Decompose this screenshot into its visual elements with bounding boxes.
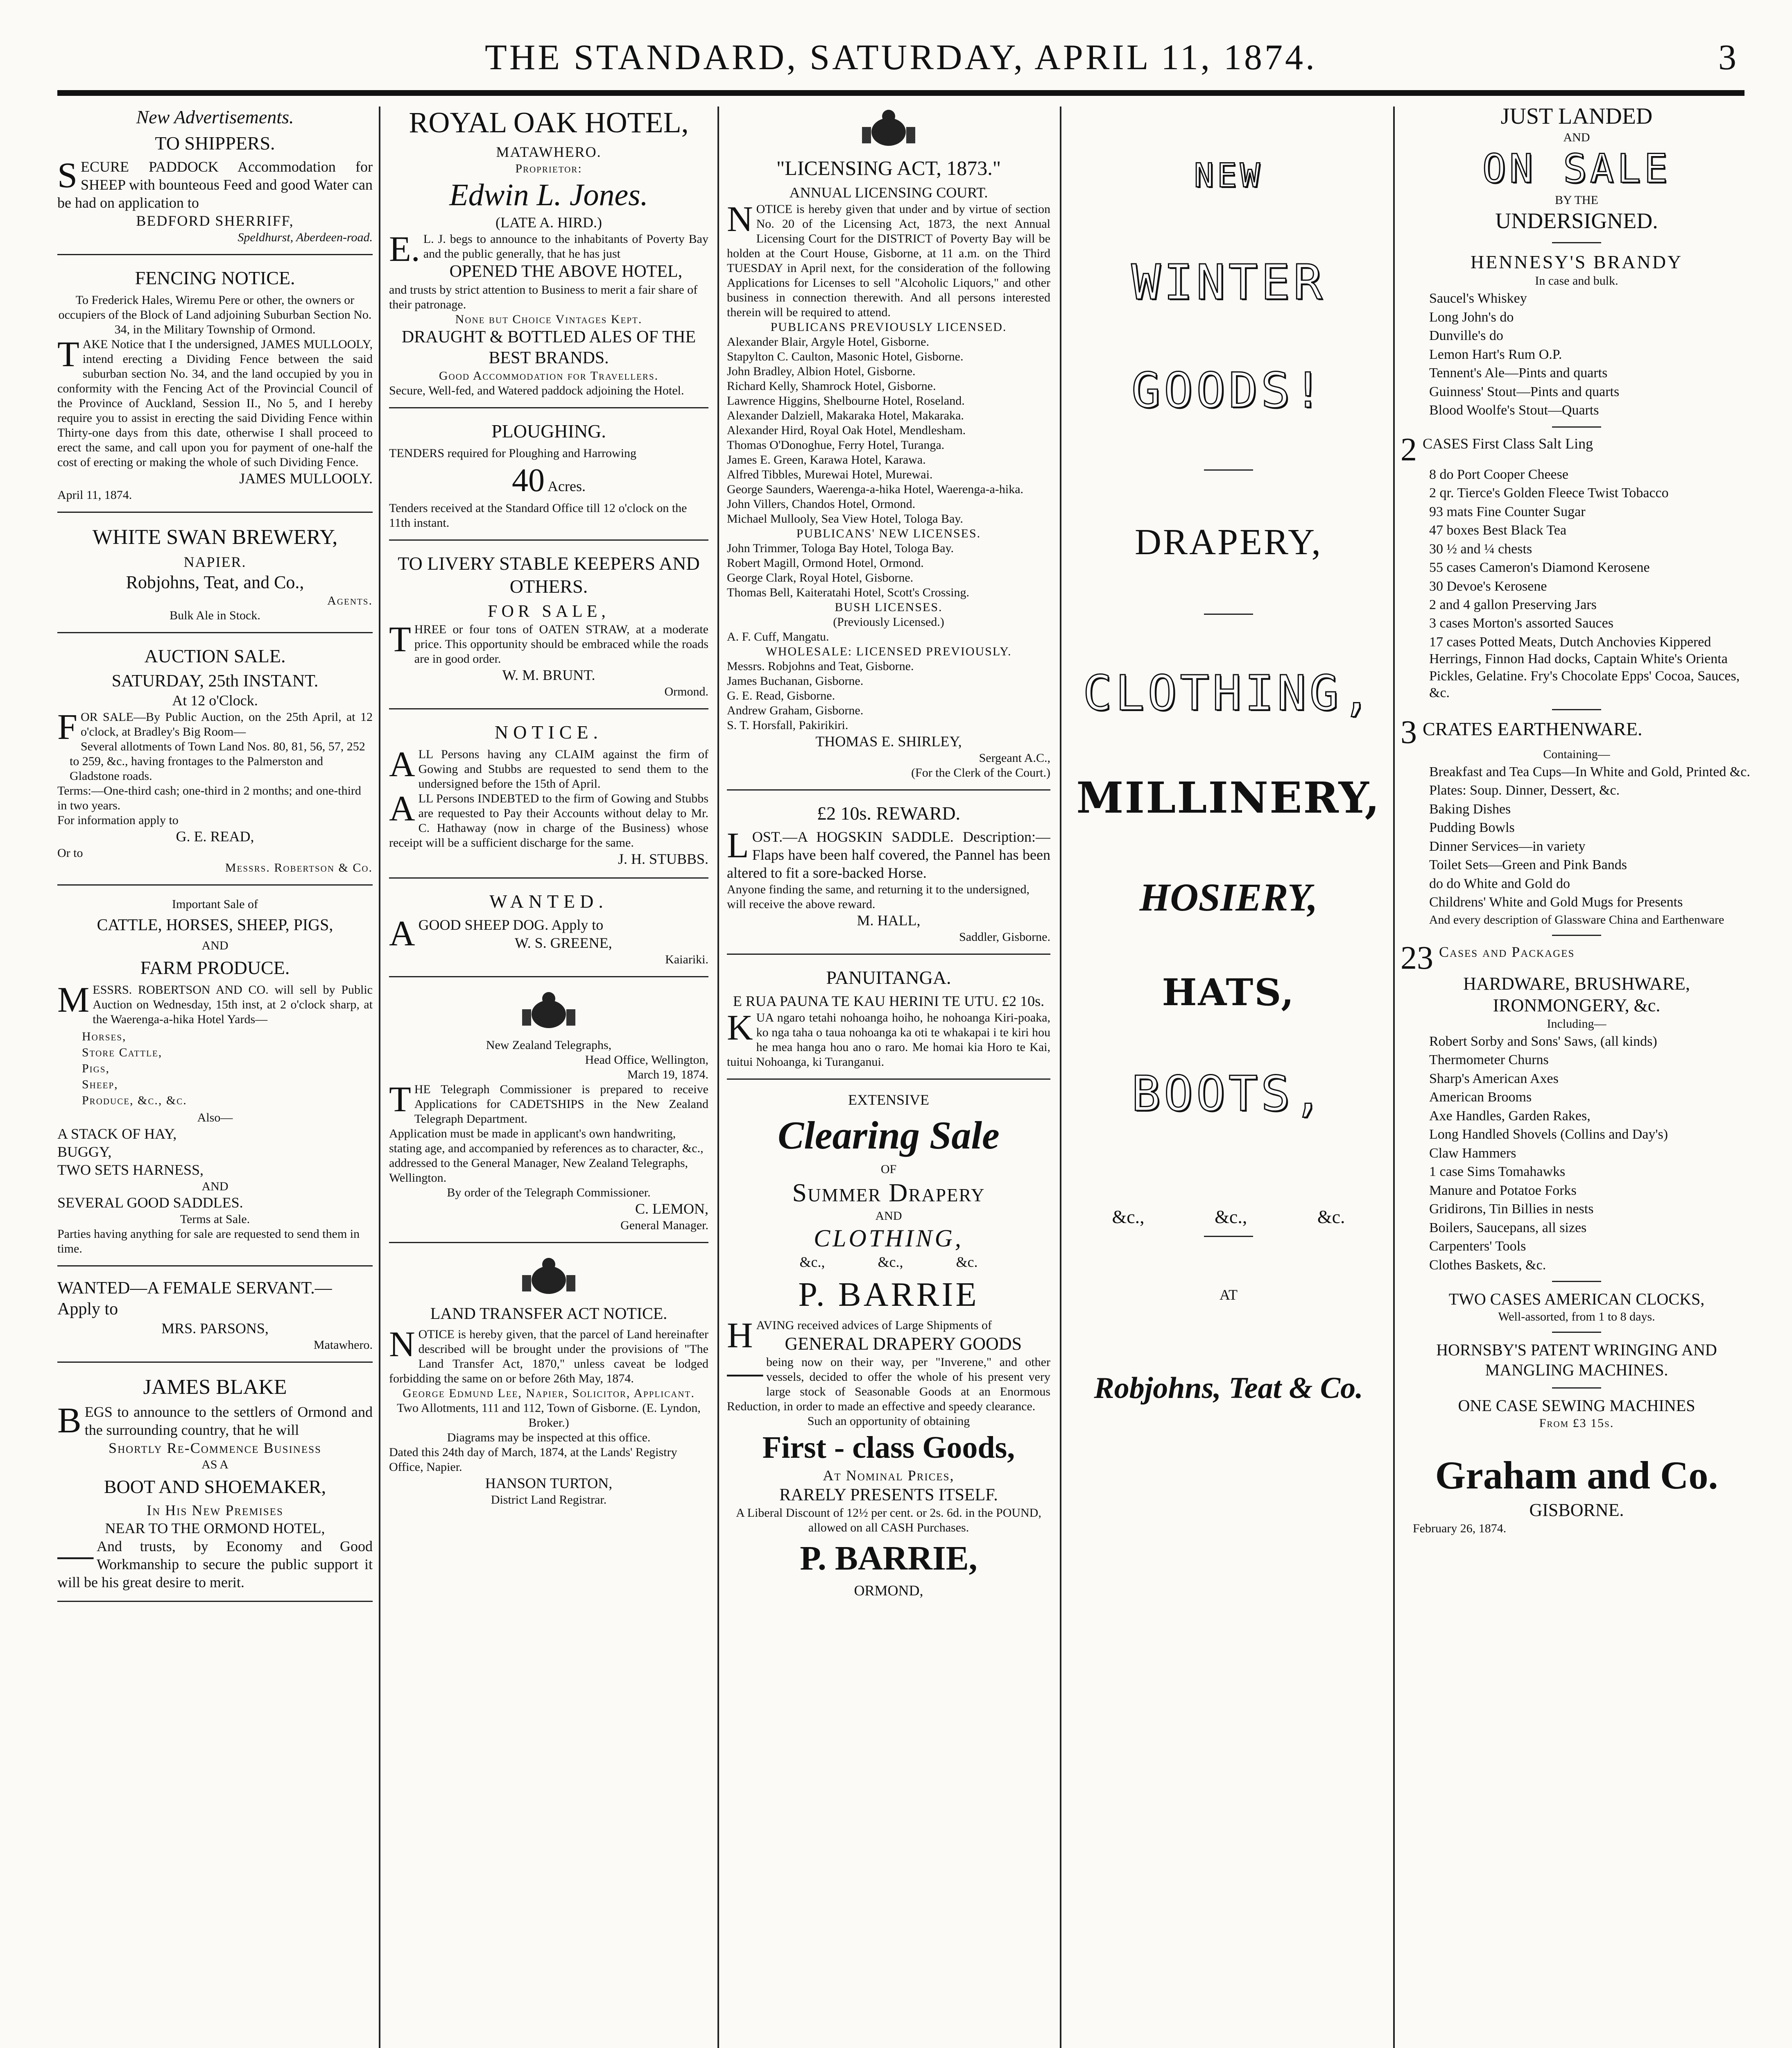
column-2 [389, 102, 708, 2048]
divider [1204, 614, 1253, 615]
ad-clothing: CLOTHING, [1083, 665, 1374, 722]
ad-tail: —And trusts, by Economy and Good Workmanship to secure the public support it will be his great desire to merit. [57, 1535, 373, 1590]
ad-prop: Proprietor: [515, 161, 582, 175]
list-item: Robert Sorby and Sons' Saws, (all kinds) [1429, 1033, 1657, 1049]
ad-name: Edwin L. Jones. [449, 177, 648, 212]
ad-body2: —being now on their way, per "Inverene," and other vessels, decided to offer the whole of his present very large stock of Seasonable Goods at an Enormous Reduction, in order to made an effective and speedy clearance. [727, 1352, 1050, 1413]
ad-diag: Diagrams may be inspected at this office. [447, 1430, 651, 1444]
ad-draught: DRAUGHT & BOTTLED ALES OF THE BEST BRANDS. [401, 327, 696, 367]
list-item: George Clark, Royal Hotel, Gisborne. [727, 571, 914, 584]
masthead [57, 33, 1744, 96]
ad-name: P. BARRIE [798, 1275, 979, 1314]
ad-reward [727, 802, 1050, 955]
ad-date: April 11, 1874. [57, 488, 132, 502]
list-item: 8 do Port Cooper Cheese [1429, 467, 1568, 482]
ad-date: SATURDAY, 25th INSTANT. [111, 671, 319, 691]
ad-body2: ALL Persons INDEBTED to the firm of Gowing and Stubbs are requested to Pay their Accounts without delay to Mr. C. Hathaway (now in charge of the Business) whose receipt will be a sufficient discharge for the same. [389, 789, 708, 850]
ad-body: KUA ngaro tetahi nohoanga hoiho, he nohoanga Kiri-poaka, ko nga taha o taua nohoanga ka oti te whakapai i te kiri hou he mea hanga hou ano o raro. Me homai kia Horo te Kai, tuitui Nohoanga, ki Turanganui. [727, 1008, 1050, 1069]
ad-name: THOMAS E. SHIRLEY, [815, 733, 962, 750]
list-item: Lawrence Higgins, Shelbourne Hotel, Roseland. [727, 394, 965, 408]
group-count: 2 [1401, 435, 1417, 464]
list-item: A STACK OF HAY, [57, 1125, 177, 1142]
ad-name: W. S. GREENE, [514, 935, 612, 952]
group-title: Cases and Packages [1439, 943, 1575, 960]
ad-clearing-sale [727, 1091, 1050, 1600]
ad-role: Saddler, Gisborne. [959, 930, 1050, 944]
licence-list [727, 335, 1050, 526]
list-item: Long John's do [1429, 309, 1514, 325]
list-item: TWO SETS HARNESS, [57, 1161, 204, 1178]
ad-for: (For the Clerk of the Court.) [911, 766, 1050, 779]
list-item: American Brooms [1429, 1090, 1532, 1105]
list-item: Alexander Dalziell, Makaraka Hotel, Makaraka. [727, 408, 964, 422]
ad-name: HANSON TURTON, [485, 1475, 613, 1491]
ad-place: Matawhero. [313, 1338, 373, 1352]
ad-hats: HATS, [1162, 971, 1295, 1015]
column-rule [1393, 106, 1395, 2048]
ad-title: WANTED. [489, 891, 608, 912]
list-item: John Trimmer, Tologa Bay Hotel, Tologa Bay. [727, 541, 954, 555]
wringing-title: HORNSBY'S PATENT WRINGING AND MANGLING MACHINES. [1436, 1340, 1717, 1379]
list-item: Sharp's American Axes [1429, 1071, 1559, 1086]
ad-title: AUCTION SALE. [144, 645, 286, 666]
ad-and: AND [875, 1209, 902, 1223]
ad-pre: Important Sale of [172, 897, 258, 911]
list-item: John Villers, Chandos Hotel, Ormond. [727, 497, 916, 511]
ad-and: AND [1563, 131, 1590, 145]
section-title: New Advertisements. [136, 106, 294, 127]
column-rule [379, 106, 380, 2048]
ad-body: TAKE Notice that I the undersigned, JAMES MULLOOLY, intend erecting a Dividing Fence between the said suburban section No. 34, and the land occupied by you in conformity with the Fencing Act of the Provincial Council of the Province of Auckland, Session II., No 5, and I hereby require you to assist in erecting the said Dividing Fence within Thirty-one days from this date, otherwise I shall proceed to erect the same, and call upon you for payment of one-half the cost of erecting or making the whole of such Dividing Fence. [57, 334, 373, 469]
earthenware-list [1401, 763, 1753, 911]
ad-millinery: MILLINERY, [1076, 773, 1381, 823]
ad-of: OF [880, 1162, 897, 1176]
brandy-title: HENNESY'S BRANDY [1470, 251, 1683, 273]
ad-and: AND [201, 1179, 229, 1193]
ad-drapery: DRAPERY, [1134, 521, 1322, 562]
ad-line: Shortly Re-Commence Business [109, 1440, 321, 1457]
ad-dated: Dated this 24th day of March, 1874, at the Lands' Registry Office, Napier. [389, 1445, 677, 1474]
list-item: 30 Devoe's Kerosene [1429, 578, 1547, 594]
list-item: Toilet Sets—Green and Pink Bands [1429, 857, 1627, 873]
etc: &c. [956, 1253, 978, 1270]
ad-list [82, 1029, 373, 1108]
ad-notice-stubbs [389, 721, 708, 879]
list-item: Gridirons, Tin Billies in nests [1429, 1201, 1594, 1217]
ad-name: MRS. PARSONS, [161, 1320, 269, 1337]
licence-list [727, 541, 1050, 600]
list-item: Dinner Services—in variety [1429, 838, 1586, 854]
divider [1552, 242, 1601, 243]
sewing-price: From £3 15s. [1539, 1416, 1614, 1430]
ad-title: PLOUGHING. [491, 421, 606, 442]
ad-info: For information apply to [57, 813, 179, 827]
column-rule [1060, 106, 1061, 2048]
ad-body: THREE or four tons of OATEN STRAW, at a moderate price. This opportunity should be embraced while the roads are in good order. [389, 620, 708, 666]
ad-name: BEDFORD SHERRIFF, [136, 212, 294, 229]
ad-livery [389, 552, 708, 709]
list-item: Lemon Hart's Rum O.P. [1429, 347, 1562, 362]
ad-lots: Two Allotments, 111 and 112, Town of Gisborne. (E. Lyndon, Broker.) [397, 1401, 701, 1430]
list-item: 2 and 4 gallon Preserving Jars [1429, 597, 1597, 612]
ad-note: Bulk Ale in Stock. [170, 608, 260, 622]
ad-near: NEAR TO THE ORMOND HOTEL, [105, 1520, 325, 1537]
ad-body: NOTICE is hereby given, that the parcel of Land hereinafter described will be brought under the provisions of "The Land Transfer Act, 1870," unless caveat be lodged forbidding the same on or before 26th May, 1874. [389, 1324, 708, 1385]
ad-title: PANUITANGA. [826, 967, 951, 988]
ad-wanted-dog [389, 890, 708, 977]
ad-body: MESSRS. ROBERTSON AND CO. will sell by Public Auction on Wednesday, 15th inst, at 2 o'clock sharp, at the Waerenga-a-hika Hotel Yards— [57, 980, 373, 1026]
list-item: SEVERAL GOOD SADDLES. [57, 1194, 243, 1211]
list-item: Tennent's Ale—Pints and quarts [1429, 365, 1608, 381]
ad-rarely: RARELY PRESENTS ITSELF. [779, 1485, 998, 1504]
group-sub: HARDWARE, BRUSHWARE, IRONMONGERY, &c. [1463, 973, 1690, 1016]
list-item: Baking Dishes [1429, 801, 1511, 817]
ad-at: AT [1220, 1287, 1238, 1303]
ad-body: SECURE PADDOCK Accommodation for SHEEP with bounteous Feed and good Water can be had on application to [57, 156, 373, 211]
etc: &c., [1215, 1206, 1247, 1227]
ad-agent: Messrs. Robertson & Co. [225, 861, 373, 875]
spirits-list [1401, 290, 1753, 419]
ad-body: FOR SALE—By Public Auction, on the 25th April, at 12 o'clock, at Bradley's Big Room— [57, 707, 373, 748]
ad-title: JAMES BLAKE [143, 1375, 287, 1399]
divider [1552, 426, 1601, 428]
divider [1552, 1281, 1601, 1282]
ad-section: BUSH LICENSES. [835, 600, 943, 614]
list-item: Robert Magill, Ormond Hotel, Ormond. [727, 556, 924, 570]
group-count: 23 [1401, 943, 1433, 973]
list-item: James E. Green, Karawa Hotel, Karawa. [727, 453, 926, 467]
ad-land-transfer [389, 1255, 708, 1507]
ad-wanted-servant [57, 1278, 373, 1363]
ad-late: (LATE A. HIRD.) [496, 214, 602, 231]
list-item: Carpenters' Tools [1429, 1239, 1526, 1254]
ad-prices: At Nominal Prices, [823, 1467, 955, 1484]
ad-date: February 26, 1874. [1413, 1521, 1507, 1535]
ad-name: C. LEMON, [635, 1201, 708, 1217]
ad-shippers [57, 132, 373, 255]
ad-summer: Summer Drapery [792, 1178, 985, 1207]
etc: &c., [1112, 1206, 1145, 1227]
ad-body2: Tenders received at the Standard Office till 12 o'clock on the 11th instant. [389, 501, 687, 530]
ad-title: FARM PRODUCE. [140, 957, 290, 978]
list-item: Produce, &c., &c. [82, 1093, 187, 1107]
ad-terms: Terms at Sale. [180, 1212, 250, 1226]
ad-time: At 12 o'Clock. [172, 692, 258, 709]
ad-name: M. HALL, [857, 912, 921, 929]
list-item: 30 ½ and ¼ chests [1429, 541, 1532, 557]
ad-place: ORMOND, [854, 1582, 923, 1599]
list-item: Saucel's Whiskey [1429, 291, 1527, 306]
divider [1204, 469, 1253, 471]
etc: &c., [799, 1253, 825, 1270]
list-item: Andrew Graham, Gisborne. [727, 703, 864, 717]
list-item: 55 cases Cameron's Diamond Kerosene [1429, 560, 1650, 575]
group-contains: Containing— [1543, 747, 1610, 761]
group-title: CASES First Class Salt Ling [1423, 435, 1593, 452]
list-item: Thermometer Churns [1429, 1052, 1549, 1068]
ad-title: FENCING NOTICE. [135, 267, 295, 288]
ad-place: Ormond. [664, 685, 708, 699]
ad-body: LOST.—A HOGSKIN SADDLE. Description:—Flaps have been half covered, the Pannel has been altered to fit a sore-backed Horse. [727, 825, 1050, 881]
list-item: James Buchanan, Gisborne. [727, 674, 864, 688]
ad-vint: None but Choice Vintages Kept. [455, 312, 643, 326]
ad-agents: Agents. [327, 594, 373, 607]
column-3 [727, 102, 1050, 2048]
ad-auction [57, 645, 373, 886]
divider [1552, 1387, 1601, 1389]
ad-trade: BOOT AND SHOEMAKER, [104, 1476, 326, 1497]
ad-ploughing [389, 420, 708, 541]
list-item: Store Cattle, [82, 1045, 163, 1059]
ad-body2: and trusts by strict attention to Business to merit a fair share of their patronage. [389, 283, 698, 311]
list-item: Michael Mullooly, Sea View Hotel, Tologa Bay. [727, 512, 963, 526]
acres-number: 40 [512, 462, 545, 499]
ad-or: Or to [57, 846, 83, 860]
ad-title: £2 10s. REWARD. [817, 802, 961, 824]
ad-sale: FOR SALE, [488, 602, 610, 621]
list-item: Richard Kelly, Shamrock Hotel, Gisborne. [727, 379, 936, 393]
etc: &c., [878, 1253, 903, 1270]
group-title: CRATES EARTHENWARE. [1423, 718, 1643, 739]
page-number: 3 [1718, 38, 1736, 77]
ad-hosiery: HOSIERY, [1139, 875, 1318, 920]
ad-title: CATTLE, HORSES, SHEEP, PIGS, [97, 915, 333, 934]
etc: &c. [1317, 1206, 1345, 1227]
ad-by: BY THE [1555, 193, 1598, 207]
clocks-sub: Well-assorted, from 1 to 8 days. [1498, 1309, 1655, 1323]
column-4 [1069, 102, 1388, 2048]
ad-as: AS A [201, 1458, 229, 1472]
ad-place: Kaiariki. [665, 953, 708, 967]
ad-note: Parties having anything for sale are requested to send them in time. [57, 1227, 360, 1255]
ad-role: General Manager. [620, 1218, 708, 1232]
column-1 [57, 102, 373, 2048]
ad-title: ROYAL OAK HOTEL, [409, 106, 689, 139]
list-item: Childrens' White and Gold Mugs for Presents [1429, 895, 1683, 910]
ad-and: AND [201, 938, 229, 952]
ad-dept: New Zealand Telegraphs, [486, 1038, 612, 1052]
list-item: Clothes Baskets, &c. [1429, 1257, 1546, 1273]
ad-winter: WINTER [1131, 254, 1326, 310]
ad-place: MATAWHERO. [496, 143, 602, 160]
ad-title: LAND TRANSFER ACT NOTICE. [430, 1304, 667, 1323]
groceries-list [1401, 466, 1753, 702]
ad-title: TO SHIPPERS. [155, 133, 275, 154]
ad-address: Speldhurst, Aberdeen-road. [238, 230, 373, 244]
list-item: G. E. Read, Gisborne. [727, 689, 835, 702]
ad-discount: A Liberal Discount of 12½ per cent. or 2s. 6d. in the POUND, allowed on all CASH Purchases. [736, 1506, 1041, 1534]
ad-accom: Good Accommodation for Travellers. [439, 369, 659, 383]
ad-role: District Land Registrar. [491, 1493, 607, 1507]
list-item: Pudding Bowls [1429, 820, 1515, 836]
ad-name: P. BARRIE, [800, 1539, 977, 1577]
list-item: Breakfast and Tea Cups—In White and Gold, Printed &c. [1429, 764, 1750, 779]
list-item: do do White and Gold do [1429, 876, 1570, 891]
group-including: Including— [1547, 1017, 1606, 1031]
ad-place: GISBORNE. [1529, 1500, 1624, 1520]
divider [1552, 709, 1601, 710]
list-item: 1 case Sims Tomahawks [1429, 1164, 1566, 1180]
ad-body: BEGS to announce to the settlers of Ormond and the surrounding country, that he will [57, 1401, 373, 1441]
royal-crest-icon [514, 1255, 584, 1300]
list-item: Alexander Hird, Royal Oak Hotel, Mendlesham. [727, 423, 966, 437]
list-item: Horses, [82, 1029, 127, 1043]
column-rule [717, 106, 719, 2048]
ad-sub: ANNUAL LICENSING COURT. [789, 184, 988, 201]
list-item: 3 cases Morton's assorted Sauces [1429, 616, 1613, 631]
divider [1552, 1332, 1601, 1333]
ad-order: By order of the Telegraph Commissioner. [447, 1186, 651, 1200]
ad-body: ALL Persons having any CLAIM against the firm of Gowing and Stubbs are requested to send them to the undersigned before the 15th of April. [389, 745, 708, 791]
list-item: Sheep, [82, 1077, 118, 1091]
ad-also: Also— [197, 1110, 233, 1124]
list-item: Pigs, [82, 1061, 110, 1075]
ad-opp: Such an opportunity of obtaining [807, 1414, 970, 1428]
ad-section-note: (Previously Licensed.) [833, 615, 944, 629]
ad-title: "LICENSING ACT, 1873." [776, 156, 1001, 179]
ad-name: W. M. BRUNT. [502, 667, 595, 684]
ad-role: Sergeant A.C., [979, 751, 1050, 765]
list-item: John Bradley, Albion Hotel, Gisborne. [727, 364, 916, 378]
ad-lots: Several allotments of Town Land Nos. 80, 81, 56, 57, 252 to 259, &c., having frontages to the Palmerston and Gladstone roads. [70, 740, 365, 783]
ad-section: WHOLESALE: LICENSED PREVIOUSLY. [765, 644, 1012, 658]
acres-label: Acres. [548, 478, 586, 495]
list-item: Alfred Tibbles, Murewai Hotel, Murewai. [727, 467, 933, 481]
ad-title: TO LIVERY STABLE KEEPERS AND OTHERS. [398, 553, 700, 597]
ad-applicant: George Edmund Lee, Napier, Solicitor, Applicant. [403, 1386, 695, 1400]
ad-brewery [57, 524, 373, 633]
ad-licensing [727, 106, 1050, 791]
list-item: Thomas Bell, Kaiteratahi Hotel, Scott's Crossing. [727, 585, 969, 599]
list-item: Claw Hammers [1429, 1145, 1516, 1161]
ad-goods: GENERAL DRAPERY GOODS [785, 1334, 1022, 1354]
hardware-list [1401, 1033, 1753, 1273]
ad-sub: E RUA PAUNA TE KAU HERINI TE UTU. £2 10s. [733, 992, 1045, 1009]
ad-telegraph [389, 989, 708, 1243]
list-item: Dunville's do [1429, 328, 1503, 344]
ad-onsale: ON SALE [1482, 146, 1671, 192]
list-item: A. F. Cuff, Mangatu. [727, 630, 829, 643]
divider [1204, 1236, 1253, 1237]
clocks-title: TWO CASES AMERICAN CLOCKS, [1448, 1289, 1705, 1308]
list-item: 93 mats Fine Counter Sugar [1429, 504, 1586, 519]
ad-royal-oak [389, 105, 708, 408]
ad-pre: EXTENSIVE [848, 1091, 929, 1108]
list-item: 47 boxes Best Black Tea [1429, 523, 1567, 538]
list-item: 17 cases Potted Meats, Dutch Anchovies Kippered Herrings, Finnon Had docks, Captain White's Orienta Pickles, Gelatine. Fry's Chocolate Epps' Cocoa, Sauces, &c. [1429, 634, 1740, 701]
ad-firm: Graham and Co. [1435, 1453, 1718, 1497]
royal-crest-icon [854, 106, 923, 152]
ad-name: JAMES MULLOOLY. [239, 470, 373, 487]
list-item: George Saunders, Waerenga-a-hika Hotel, Waerenga-a-hika. [727, 482, 1024, 496]
ad-office: Head Office, Wellington, [585, 1053, 708, 1067]
group-count: 3 [1401, 717, 1417, 747]
list-item: BUGGY, [57, 1143, 112, 1160]
ad-clothing: CLOTHING, [814, 1224, 964, 1252]
list-item: Thomas O'Donoghue, Ferry Hotel, Turanga. [727, 438, 945, 452]
ad-paddock: Secure, Well-fed, and Watered paddock adjoining the Hotel. [389, 384, 684, 398]
ad-section: PUBLICANS' NEW LICENSES. [796, 526, 981, 540]
ad-body: TENDERS required for Ploughing and Harrowing [389, 446, 637, 460]
ad-body: NOTICE is hereby given that under and by virtue of section No. 20 of the Licensing Act, 1873, the next Annual Licensing Court for the DISTRICT of Poverty Bay will be holden at the Court House, Gisborne, at 11 a.m. on the Third TUESDAY in April next, for the consideration of the following Applications for Licenses to sell "Alcoholic Liquors," and other business in connection therewith. And all persons interested therein will be required to attend. [727, 199, 1050, 319]
ad-head: JUST LANDED [1500, 104, 1653, 129]
list-item: Guinness' Stout—Pints and quarts [1429, 384, 1620, 399]
ad-body: AGOOD SHEEP DOG. Apply to [389, 914, 604, 954]
royal-crest-icon [514, 989, 584, 1034]
ad-opened: OPENED THE ABOVE HOTEL, [449, 262, 683, 281]
ad-place: NAPIER. [183, 554, 247, 571]
ad-panuitanga [727, 966, 1050, 1080]
ad-cattle [57, 897, 373, 1266]
ad-body: THE Telegraph Commissioner is prepared to receive Applications for CADETSHIPS in the New Zealand Telegraph Department. [389, 1080, 708, 1126]
ad-name: J. H. STUBBS. [618, 851, 708, 868]
licence-list [727, 659, 1050, 733]
ad-body: HAVING received advices of Large Shipments of [727, 1316, 992, 1356]
ad-firm: Robjohns, Teat, and Co., [126, 572, 304, 593]
ad-title: WANTED—A FEMALE SERVANT.—Apply to [57, 1278, 332, 1319]
list-item: Stapylton C. Caulton, Masonic Hotel, Gisborne. [727, 349, 964, 363]
ad-section: PUBLICANS PREVIOUSLY LICENSED. [770, 320, 1007, 334]
ad-intro: To Frederick Hales, Wiremu Pere or other, the owners or occupiers of the Block of Land adjoining Suburban Section No. 34, in the Military Township of Ormond. [58, 293, 372, 336]
list-item: Messrs. Robjohns and Teat, Gisborne. [727, 659, 914, 673]
ad-boots: BOOTS, [1131, 1065, 1326, 1122]
list-item: 2 qr. Tierce's Golden Fleece Twist Tobacco [1429, 485, 1669, 501]
ad-date: March 19, 1874. [627, 1068, 708, 1082]
group-tail: And every description of Glassware China and Earthenware [1429, 913, 1724, 927]
sewing-title: ONE CASE SEWING MACHINES [1458, 1396, 1695, 1415]
column-5 [1401, 102, 1753, 2048]
ad-agent: G. E. READ, [176, 828, 254, 845]
ad-fencing [57, 267, 373, 513]
ad-blake [57, 1374, 373, 1602]
ad-body: E.L. J. begs to announce to the inhabitants of Poverty Bay and the public generally, that he has just [389, 229, 708, 270]
list-item: Plates: Soup. Dinner, Dessert, &c. [1429, 783, 1620, 798]
list-item: Axe Handles, Garden Rakes, [1429, 1108, 1591, 1124]
masthead-title: THE STANDARD, SATURDAY, APRIL 11, 1874. [485, 38, 1317, 77]
ad-firm: Robjohns, Teat & Co. [1094, 1371, 1363, 1405]
ad-premises: In His New Premises [147, 1502, 283, 1519]
list-item: Boilers, Saucepans, all sizes [1429, 1220, 1587, 1235]
brandy-bulk: In case and bulk. [1535, 274, 1618, 288]
ad-terms: Terms:—One-third cash; one-third in 2 months; and one-third in two years. [57, 784, 361, 813]
ad-body2: Anyone finding the same, and returning it to the undersigned, will receive the above reward. [727, 882, 1029, 911]
ad-title: Clearing Sale [778, 1113, 1000, 1158]
ad-title: WHITE SWAN BREWERY, [92, 525, 338, 549]
list-item: Blood Woolfe's Stout—Quarts [1429, 403, 1599, 418]
list-item: S. T. Horsfall, Pakirikiri. [727, 718, 848, 732]
ad-undersigned: UNDERSIGNED. [1495, 208, 1658, 233]
list-item: Alexander Blair, Argyle Hotel, Gisborne. [727, 335, 929, 349]
ad-goods: GOODS! [1131, 362, 1326, 419]
list-item: Long Handled Shovels (Collins and Day's) [1429, 1127, 1668, 1142]
ad-new: NEW [1194, 156, 1263, 195]
ad-first: First - class Goods, [762, 1430, 1015, 1465]
divider [1552, 935, 1601, 936]
ad-title: NOTICE. [494, 722, 603, 743]
list-item: Manure and Potatoe Forks [1429, 1183, 1577, 1198]
ad-body2: Application must be made in applicant's own handwriting, stating age, and accompanied by references as to character, &c., addressed to the General Manager, New Zealand Telegraphs, Wellington. [389, 1127, 704, 1185]
